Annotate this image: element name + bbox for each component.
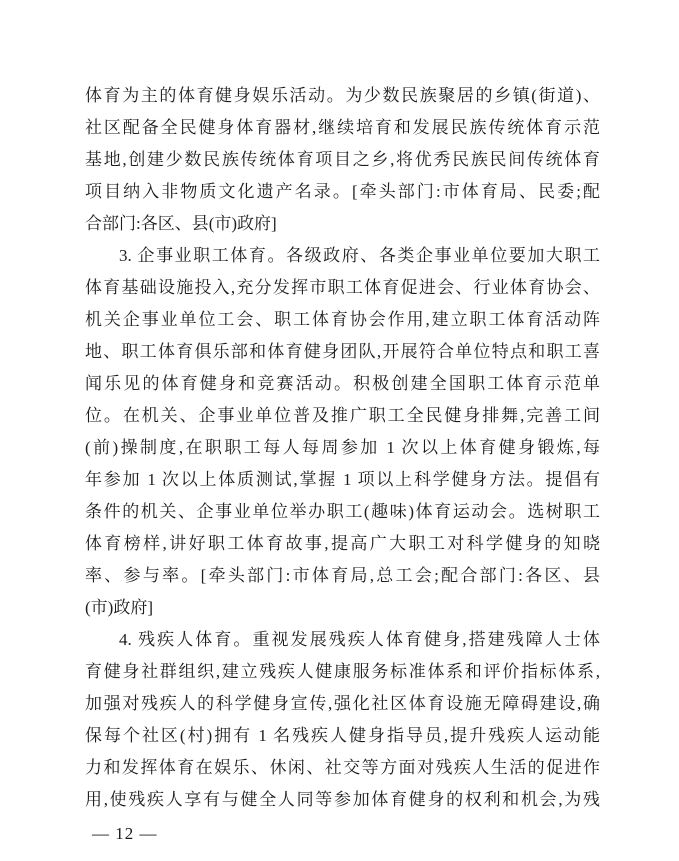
paragraph-3-worker-sports: [85, 240, 600, 624]
page-number-text: — 12 —: [92, 824, 158, 843]
text-line: (前)操制度,在职职工每人每周参加 1 次以上体育健身锻炼,每: [85, 438, 600, 457]
page-number: [92, 824, 158, 844]
text-line: 合部门:各区、县(市)政府]: [85, 214, 277, 233]
text-line: 机关企事业单位工会、职工体育协会作用,建立职工体育活动阵: [85, 310, 600, 329]
text-line: 地、职工体育俱乐部和体育健身团队,开展符合单位特点和职工喜: [85, 342, 600, 361]
text-line: (市)政府]: [85, 598, 153, 617]
text-line: 位。在机关、企事业单位普及推广职工全民健身排舞,完善工间: [85, 406, 600, 425]
text-line: 条件的机关、企事业单位举办职工(趣味)体育运动会。选树职工: [85, 502, 600, 521]
text-line: 闻乐见的体育健身和竞赛活动。积极创建全国职工体育示范单: [85, 374, 600, 393]
document-body: [85, 80, 600, 816]
text-line: 社区配备全民健身体育器材,继续培育和发展民族传统体育示范: [85, 118, 600, 137]
text-line: 力和发挥体育在娱乐、休闲、社交等方面对残疾人生活的促进作: [85, 758, 600, 777]
text-line: 体育榜样,讲好职工体育故事,提高广大职工对科学健身的知晓: [85, 534, 600, 553]
text-line: 育健身社群组织,建立残疾人健康服务标准体系和评价指标体系,: [85, 662, 600, 681]
text-line: 4. 残疾人体育。重视发展残疾人体育健身,搭建残障人士体: [119, 630, 600, 649]
text-line: 体育为主的体育健身娱乐活动。为少数民族聚居的乡镇(街道)、: [85, 86, 600, 105]
text-line: 基地,创建少数民族传统体育项目之乡,将优秀民族民间传统体育: [85, 150, 600, 169]
text-line: 3. 企事业职工体育。各级政府、各类企事业单位要加大职工: [119, 246, 600, 265]
text-line: 率、参与率。[牵头部门:市体育局,总工会;配合部门:各区、县: [85, 566, 600, 585]
paragraph-minority-sports: [85, 80, 600, 240]
text-line: 保每个社区(村)拥有 1 名残疾人健身指导员,提升残疾人运动能: [85, 726, 600, 745]
text-line: 体育基础设施投入,充分发挥市职工体育促进会、行业体育协会、: [85, 278, 600, 297]
text-line: 加强对残疾人的科学健身宣传,强化社区体育设施无障碍建设,确: [85, 694, 600, 713]
paragraph-4-disabled-sports: [85, 624, 600, 816]
text-line: 项目纳入非物质文化遗产名录。[牵头部门:市体育局、民委;配: [85, 182, 600, 201]
text-line: 用,使残疾人享有与健全人同等参加体育健身的权利和机会,为残: [85, 790, 600, 809]
text-line: 年参加 1 次以上体质测试,掌握 1 项以上科学健身方法。提倡有: [85, 470, 600, 489]
